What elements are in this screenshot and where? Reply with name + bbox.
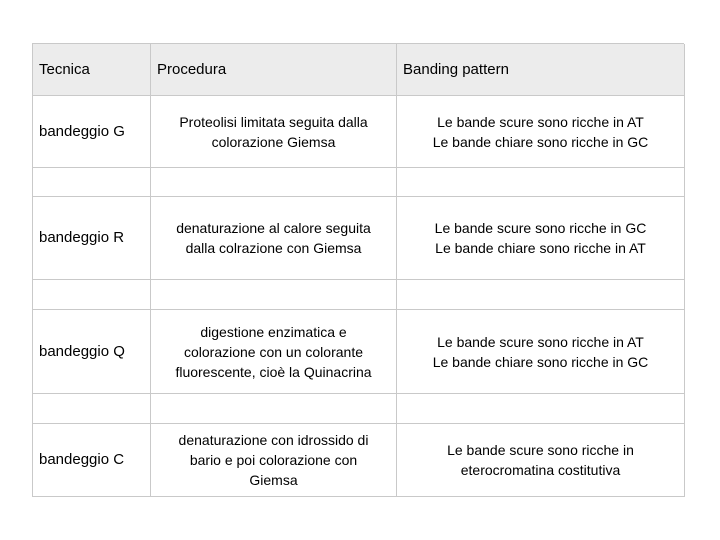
table-row-c-procedura (151, 424, 397, 497)
procedura-line: colorazione con un colorante (183, 343, 363, 360)
spacer-cell (151, 394, 397, 424)
table-row-g-tecnica (33, 96, 151, 168)
procedura-line: fluorescente, cioè la Quinacrina (175, 363, 372, 380)
pattern-line: eterocromatina costitutiva (460, 462, 621, 478)
procedura-line: Giemsa (249, 472, 298, 488)
tecnica-label: bandeggio C (39, 451, 125, 468)
table-row-r-tecnica (33, 197, 151, 280)
spacer-cell (33, 280, 151, 310)
pattern-line: Le bande chiare sono ricche in GC (432, 353, 649, 370)
table-row-r-procedura (151, 197, 397, 280)
spacer-cell (397, 394, 685, 424)
procedura-line: colorazione Giemsa (211, 133, 336, 150)
procedura-line: denaturazione con idrossido di (178, 432, 369, 448)
table-row-g-pattern (397, 96, 685, 168)
table-row-c-pattern (397, 424, 685, 497)
table-row-g-procedura (151, 96, 397, 168)
header-pattern-label: Banding pattern (403, 60, 509, 78)
table-row-r-pattern (397, 197, 685, 280)
pattern-line: Le bande scure sono ricche in GC (434, 220, 647, 236)
pattern-line: Le bande scure sono ricche in AT (437, 333, 644, 350)
tecnica-label: bandeggio Q (39, 342, 125, 360)
tecnica-label: bandeggio R (39, 229, 125, 246)
procedura-line: dalla colrazione con Giemsa (185, 240, 362, 256)
header-procedura (151, 44, 397, 96)
spacer-cell (151, 280, 397, 310)
header-procedura-label: Procedura (157, 60, 227, 78)
tecnica-label: bandeggio G (39, 122, 125, 140)
pattern-line: Le bande scure sono ricche in (447, 442, 634, 458)
spacer-cell (151, 168, 397, 197)
table-row-q-tecnica (33, 310, 151, 394)
table-row-q-procedura (151, 310, 397, 394)
spacer-cell (33, 394, 151, 424)
pattern-line: Le bande scure sono ricche in AT (437, 113, 644, 130)
header-tecnica-label: Tecnica (39, 60, 90, 78)
header-pattern (397, 44, 685, 96)
pattern-line: Le bande chiare sono ricche in GC (432, 133, 649, 150)
banding-table (32, 43, 684, 497)
procedura-line: digestione enzimatica e (200, 323, 347, 340)
procedura-line: denaturazione al calore seguita (176, 220, 371, 236)
procedura-line: Proteolisi limitata seguita dalla (179, 113, 368, 130)
spacer-cell (397, 168, 685, 197)
header-tecnica (33, 44, 151, 96)
spacer-cell (33, 168, 151, 197)
spacer-cell (397, 280, 685, 310)
table-row-q-pattern (397, 310, 685, 394)
pattern-line: Le bande chiare sono ricche in AT (435, 240, 646, 256)
table-row-c-tecnica (33, 424, 151, 497)
procedura-line: bario e poi colorazione con (189, 452, 358, 468)
